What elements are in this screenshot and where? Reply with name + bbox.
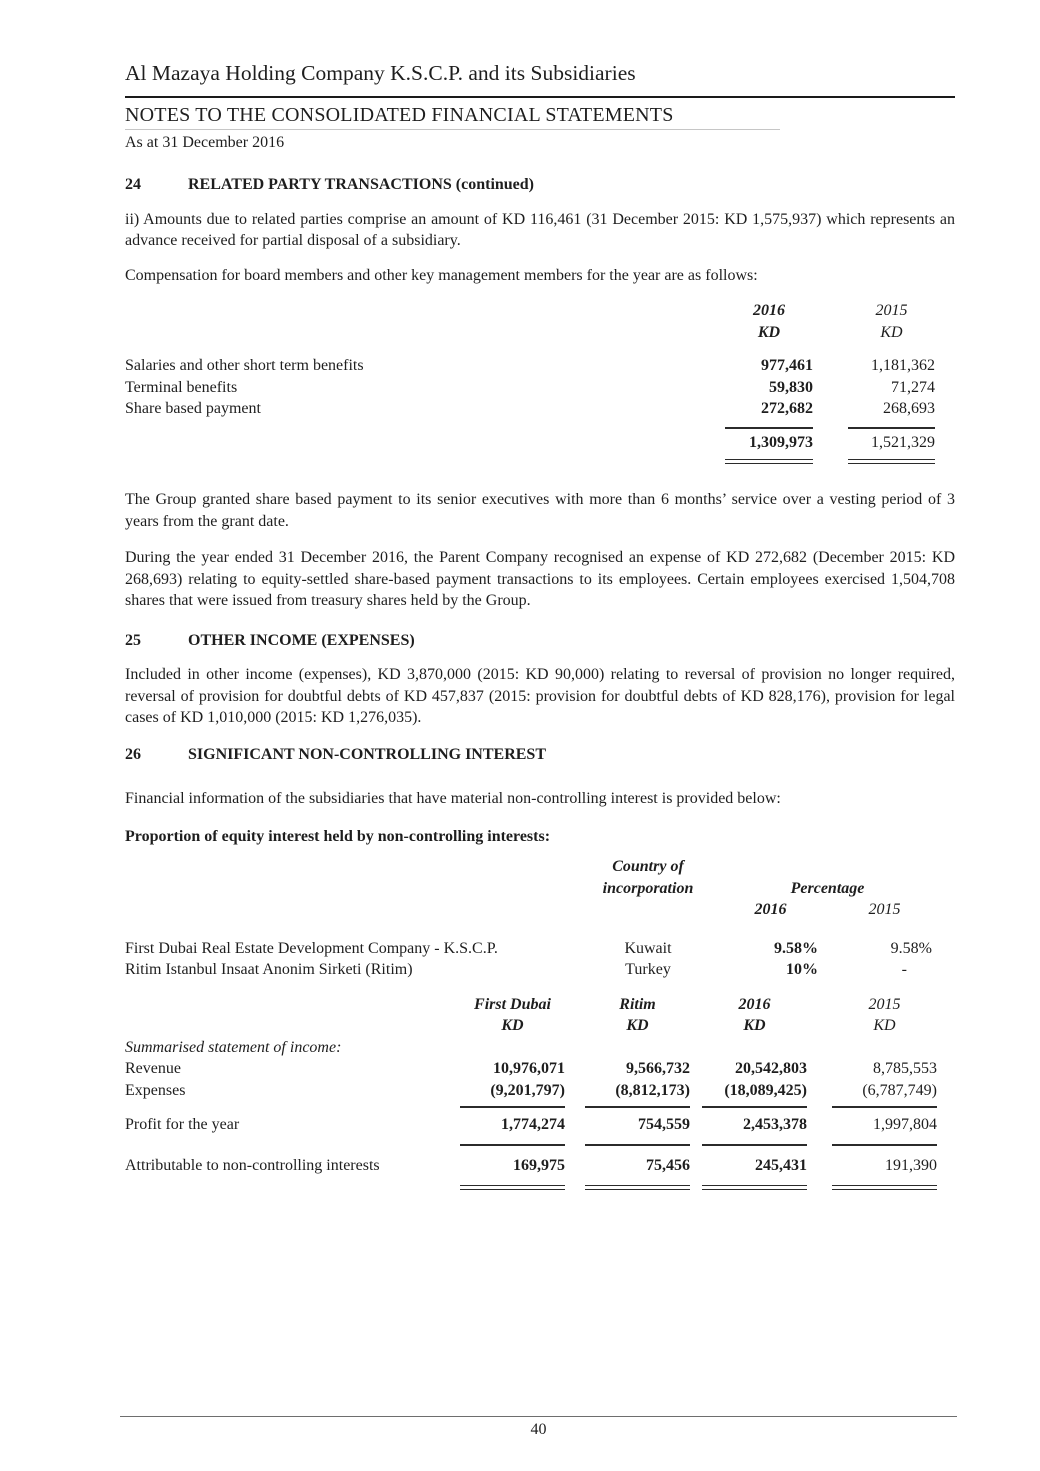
compensation-table xyxy=(125,300,955,464)
equity-row xyxy=(125,959,955,981)
single-rule xyxy=(460,1144,565,1146)
total-2016: 1,309,973 xyxy=(749,433,813,451)
column-header-year-2016: 2016 xyxy=(753,302,785,319)
company-name: First Dubai Real Estate Development Company - K.S.C.P. xyxy=(125,939,498,957)
paragraph-nci-intro: Financial information of the subsidiaries that have material non-controlling interest is provided below: xyxy=(125,790,781,807)
double-rule xyxy=(460,1185,565,1190)
value-2016: 59,830 xyxy=(769,378,813,396)
percentage-2015: 9.58% xyxy=(890,939,932,957)
value-first-dubai: 10,976,071 xyxy=(493,1060,565,1077)
value-2016: (18,089,425) xyxy=(724,1081,807,1099)
double-rule xyxy=(585,1185,690,1190)
value-2015: 1,181,362 xyxy=(871,357,935,374)
value-ritim: 9,566,732 xyxy=(626,1060,690,1077)
section-number: 25 xyxy=(125,631,141,649)
equity-proportion-table xyxy=(125,856,955,981)
equity-header-row xyxy=(125,856,955,899)
value-2016: 272,682 xyxy=(761,400,813,417)
single-rule xyxy=(585,1106,690,1108)
company-name: Ritim Istanbul Insaat Anonim Sirketi (Ritim) xyxy=(125,961,413,978)
row-label: Profit for the year xyxy=(125,1116,240,1133)
proportion-heading: Proportion of equity interest held by non-controlling interests: xyxy=(125,827,551,845)
year-header-2015: 2015 xyxy=(868,901,901,918)
section-title: RELATED PARTY TRANSACTIONS (continued) xyxy=(188,176,535,193)
rules-row xyxy=(125,1144,955,1146)
value-ritim: (8,812,173) xyxy=(615,1081,690,1099)
single-rule xyxy=(725,427,813,429)
section-heading-24 xyxy=(125,174,955,196)
value-2015: 8,785,553 xyxy=(873,1060,937,1077)
subtotal-rules xyxy=(125,427,955,429)
section-heading-26 xyxy=(125,744,955,766)
total-row xyxy=(125,432,955,454)
rules-row xyxy=(125,1106,955,1108)
income-header-units xyxy=(125,1015,955,1037)
paragraph-vesting: The Group granted share based payment to its senior executives with more than 6 months’ service over a vesting period of 3 years from the grant date. xyxy=(125,491,955,530)
equity-year-row xyxy=(125,899,955,921)
profit-row xyxy=(125,1114,955,1136)
income-unit-header: KD xyxy=(501,1017,524,1034)
percentage-2016: 9.58% xyxy=(774,939,818,957)
income-column-header: 2015 xyxy=(868,995,901,1013)
total-2015: 1,521,329 xyxy=(871,433,935,451)
income-unit-header: KD xyxy=(743,1017,766,1034)
single-rule xyxy=(848,427,935,429)
country-value: Kuwait xyxy=(624,939,672,957)
value-first-dubai: 1,774,274 xyxy=(501,1116,565,1133)
paragraph-other-income: Included in other income (expenses), KD 3,870,000 (2015: KD 90,000) relating to reversal of provision no longer required, reversal of provision for doubtful debts of KD 457,837 (2015: provision for doubtful debts of KD 828,176), provision for legal cases of KD 1,010,000 (2015: KD 1,276,035). xyxy=(125,666,955,726)
value-2015: 191,390 xyxy=(885,1156,937,1174)
value-first-dubai: (9,201,797) xyxy=(490,1081,565,1099)
total-rules xyxy=(125,459,955,464)
income-unit-header: KD xyxy=(873,1017,896,1034)
double-rule xyxy=(832,1185,937,1190)
value-2016: 2,453,378 xyxy=(743,1116,807,1133)
value-2015: 1,997,804 xyxy=(873,1116,937,1133)
income-header-names xyxy=(125,994,955,1016)
value-ritim: 75,456 xyxy=(646,1156,690,1174)
column-header-kd-2016: KD xyxy=(757,323,781,341)
percentage-2016: 10% xyxy=(786,961,818,978)
column-header-year-2015: 2015 xyxy=(875,302,908,319)
document-title: NOTES TO THE CONSOLIDATED FINANCIAL STATEMENTS xyxy=(125,104,674,126)
row-label: Revenue xyxy=(125,1060,181,1077)
paragraph-compensation-intro: Compensation for board members and other key management members for the year are as follows: xyxy=(125,266,758,284)
table-row xyxy=(125,398,955,420)
summarised-label: Summarised statement of income: xyxy=(125,1038,342,1056)
value-2016: 245,431 xyxy=(755,1156,807,1174)
page-footer xyxy=(120,1416,957,1440)
country-header: Country of incorporation xyxy=(602,858,694,897)
income-column-header: Ritim xyxy=(619,995,656,1013)
single-rule xyxy=(702,1106,807,1108)
value-ritim: 754,559 xyxy=(638,1116,690,1133)
company-title: Al Mazaya Holding Company K.S.C.P. and its Subsidiaries xyxy=(125,58,955,98)
double-rule xyxy=(725,459,813,464)
value-2016: 977,461 xyxy=(761,357,813,374)
page-content xyxy=(125,58,955,1190)
income-row xyxy=(125,1080,955,1102)
row-label: Terminal benefits xyxy=(125,378,238,396)
attributable-row xyxy=(125,1155,955,1177)
column-header-kd-2015: KD xyxy=(880,323,903,341)
single-rule xyxy=(832,1106,937,1108)
page-number: 40 xyxy=(530,1421,547,1438)
percentage-header: Percentage xyxy=(790,879,865,897)
double-rule xyxy=(702,1185,807,1190)
value-2016: 20,542,803 xyxy=(735,1060,807,1077)
section-title: SIGNIFICANT NON-CONTROLLING INTEREST xyxy=(188,745,546,763)
paragraph-amounts-due: ii) Amounts due to related parties comprise an amount of KD 116,461 (31 December 2015: KD 1,575,937) which represents an advance received for partial disposal of a subsidiary. xyxy=(125,210,955,249)
income-column-header: First Dubai xyxy=(474,995,551,1013)
value-first-dubai: 169,975 xyxy=(513,1156,565,1174)
section-title: OTHER INCOME (EXPENSES) xyxy=(188,631,415,649)
single-rule xyxy=(702,1144,807,1146)
compensation-header-years xyxy=(125,300,955,322)
row-label: Expenses xyxy=(125,1081,186,1099)
footer-rule xyxy=(120,1416,957,1417)
compensation-header-units xyxy=(125,322,955,344)
section-number: 24 xyxy=(125,176,141,193)
percentage-2015: - xyxy=(901,961,907,978)
equity-row xyxy=(125,938,955,960)
year-header-2016: 2016 xyxy=(754,901,787,918)
value-2015: (6,787,749) xyxy=(862,1081,937,1099)
title-underline xyxy=(125,129,780,130)
row-label: Salaries and other short term benefits xyxy=(125,357,364,374)
value-2015: 268,693 xyxy=(883,400,935,417)
income-row xyxy=(125,1058,955,1080)
single-rule xyxy=(460,1106,565,1108)
country-value: Turkey xyxy=(625,961,671,978)
income-statement-table xyxy=(125,994,955,1191)
row-label: Share based payment xyxy=(125,400,261,417)
row-label: Attributable to non-controlling interests xyxy=(125,1156,380,1174)
income-column-header: 2016 xyxy=(738,995,771,1013)
single-rule xyxy=(585,1144,690,1146)
double-rule xyxy=(848,459,935,464)
table-row xyxy=(125,355,955,377)
paragraph-share-expense: During the year ended 31 December 2016, the Parent Company recognised an expense of KD 272,682 (December 2015: KD 268,693) relating to equity-settled share-based payment transactions to its employees. Certain employees exercised 1,504,708 shares that were issued from treasury shares held by the Group. xyxy=(125,549,955,609)
income-unit-header: KD xyxy=(626,1017,649,1034)
section-heading-25 xyxy=(125,630,955,652)
table-row xyxy=(125,377,955,399)
equity-rows xyxy=(125,938,955,981)
section-number: 26 xyxy=(125,745,141,763)
single-rule xyxy=(832,1144,937,1146)
value-2015: 71,274 xyxy=(891,378,935,396)
as-at-date-line: As at 31 December 2016 xyxy=(125,134,285,151)
rules-row xyxy=(125,1185,955,1190)
summarised-label-row xyxy=(125,1037,955,1059)
